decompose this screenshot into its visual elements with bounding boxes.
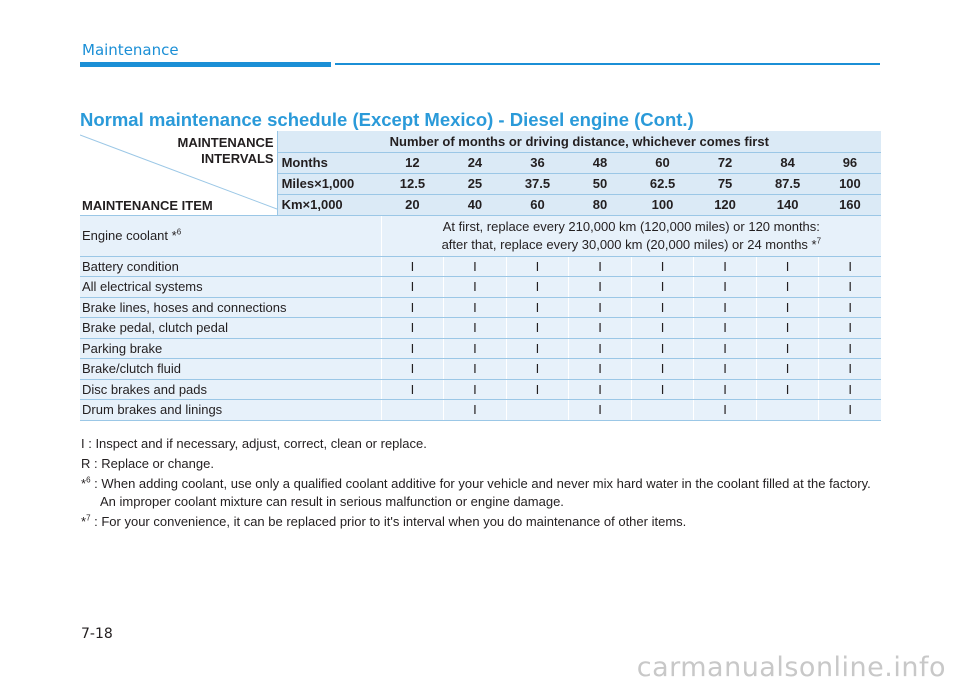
header-value: 12	[381, 152, 444, 173]
note-6: *$^6$ : When adding coolant, use only a qualified coolant additive for your vehicle and never mix hard water in the coolant filled at the factory. An improper coolant mixture can result in serious malfunction or engine damage.	[81, 475, 871, 509]
schedule-cell: I	[694, 359, 757, 380]
schedule-cell: I	[381, 338, 444, 359]
table-row	[80, 359, 881, 380]
schedule-cell: I	[506, 277, 569, 298]
schedule-cell: I	[569, 297, 632, 318]
schedule-cell: I	[506, 379, 569, 400]
schedule-cell: I	[819, 277, 881, 298]
schedule-cell	[631, 400, 694, 421]
header-value: 140	[756, 194, 819, 215]
schedule-cell: I	[631, 297, 694, 318]
table-row	[80, 338, 881, 359]
schedule-cell: I	[444, 277, 507, 298]
schedule-cell: I	[819, 256, 881, 277]
table-row	[80, 256, 881, 277]
schedule-cell: I	[569, 359, 632, 380]
table-row	[80, 318, 881, 339]
schedule-cell: I	[819, 297, 881, 318]
note-inspect: I : Inspect and if necessary, adjust, correct, clean or replace.	[81, 436, 427, 451]
table-row	[80, 400, 881, 421]
table-row-engine-coolant	[80, 215, 881, 256]
combined-header: Number of months or driving distance, whichever comes first	[277, 131, 881, 152]
schedule-cell: I	[756, 277, 819, 298]
schedule-cell: I	[506, 297, 569, 318]
schedule-cell: I	[694, 256, 757, 277]
header-value: 36	[506, 152, 569, 173]
corner-label-intervals: MAINTENANCE INTERVALS	[177, 135, 274, 166]
header-value: 160	[819, 194, 881, 215]
header-label: Months	[277, 152, 381, 173]
table-corner-cell	[80, 131, 277, 215]
schedule-cell: I	[444, 379, 507, 400]
header-value: 20	[381, 194, 444, 215]
schedule-cell: I	[381, 297, 444, 318]
schedule-cell: I	[756, 338, 819, 359]
item-label: Brake/clutch fluid	[80, 359, 381, 380]
schedule-cell: I	[631, 318, 694, 339]
watermark: carmanualsonline.info	[636, 652, 946, 683]
header-value: 48	[569, 152, 632, 173]
schedule-cell: I	[381, 318, 444, 339]
header-value: 72	[694, 152, 757, 173]
header-value: 37.5	[506, 173, 569, 194]
item-label: Parking brake	[80, 338, 381, 359]
schedule-cell: I	[756, 297, 819, 318]
schedule-cell: I	[694, 400, 757, 421]
header-bar	[80, 62, 331, 67]
schedule-cell: I	[569, 338, 632, 359]
header-value: 100	[819, 173, 881, 194]
header-value: 120	[694, 194, 757, 215]
header-value: 87.5	[756, 173, 819, 194]
corner-label-item: MAINTENANCE ITEM	[82, 197, 213, 213]
header-row-combined	[80, 131, 881, 152]
schedule-cell: I	[694, 318, 757, 339]
item-label: Drum brakes and linings	[80, 400, 381, 421]
schedule-cell: I	[569, 400, 632, 421]
schedule-cell: I	[569, 379, 632, 400]
header-value: 80	[569, 194, 632, 215]
schedule-cell: I	[444, 297, 507, 318]
schedule-cell: I	[381, 379, 444, 400]
schedule-cell: I	[569, 277, 632, 298]
header-value: 62.5	[631, 173, 694, 194]
schedule-cell: I	[381, 277, 444, 298]
header-value: 50	[569, 173, 632, 194]
header-value: 25	[444, 173, 507, 194]
schedule-cell: I	[569, 318, 632, 339]
item-label: Brake lines, hoses and connections	[80, 297, 381, 318]
item-label: Brake pedal, clutch pedal	[80, 318, 381, 339]
schedule-cell: I	[381, 359, 444, 380]
note-7: *$^7$ : For your convenience, it can be replaced prior to it's interval when you do maintenance of other items.	[81, 513, 687, 529]
header-rule	[335, 63, 880, 65]
schedule-cell: I	[819, 359, 881, 380]
footnotes	[81, 435, 881, 533]
schedule-cell: I	[819, 338, 881, 359]
header-value: 60	[506, 194, 569, 215]
schedule-cell: I	[381, 256, 444, 277]
maintenance-schedule-table	[80, 131, 881, 421]
table-row	[80, 297, 881, 318]
schedule-cell	[506, 400, 569, 421]
schedule-cell: I	[819, 379, 881, 400]
schedule-cell: I	[631, 338, 694, 359]
schedule-cell: I	[444, 359, 507, 380]
item-label: Disc brakes and pads	[80, 379, 381, 400]
section-title: Maintenance	[82, 41, 179, 59]
schedule-cell: I	[756, 359, 819, 380]
header-value: 100	[631, 194, 694, 215]
schedule-cell: I	[506, 318, 569, 339]
item-label: Battery condition	[80, 256, 381, 277]
schedule-cell: I	[569, 256, 632, 277]
header-value: 96	[819, 152, 881, 173]
item-label: All electrical systems	[80, 277, 381, 298]
schedule-cell: I	[631, 359, 694, 380]
header-value: 84	[756, 152, 819, 173]
table-row	[80, 379, 881, 400]
schedule-cell: I	[819, 400, 881, 421]
schedule-cell: I	[631, 277, 694, 298]
schedule-cell: I	[444, 400, 507, 421]
header-value: 40	[444, 194, 507, 215]
header-value: 24	[444, 152, 507, 173]
schedule-cell: I	[694, 297, 757, 318]
header-label: Miles×1,000	[277, 173, 381, 194]
schedule-cell: I	[819, 318, 881, 339]
note-replace: R : Replace or change.	[81, 456, 214, 471]
schedule-cell: I	[444, 256, 507, 277]
schedule-cell: I	[631, 379, 694, 400]
schedule-cell: I	[694, 277, 757, 298]
page-number: 7-18	[81, 626, 113, 642]
header-value: 60	[631, 152, 694, 173]
schedule-cell	[381, 400, 444, 421]
schedule-cell: I	[506, 359, 569, 380]
schedule-cell: I	[631, 256, 694, 277]
schedule-cell: I	[756, 318, 819, 339]
schedule-cell: I	[444, 338, 507, 359]
table-row	[80, 277, 881, 298]
page-title: Normal maintenance schedule (Except Mexico) - Diesel engine (Cont.)	[80, 109, 694, 130]
schedule-cell: I	[694, 379, 757, 400]
header-value: 75	[694, 173, 757, 194]
schedule-cell: I	[506, 338, 569, 359]
schedule-cell: I	[756, 379, 819, 400]
item-label: Engine coolant *$^6$	[80, 215, 381, 256]
header-value: 12.5	[381, 173, 444, 194]
coolant-interval-text: At first, replace every 210,000 km (120,000 miles) or 120 months: after that, replace every 30,000 km (20,000 miles) or 24 months *$^7$	[381, 215, 881, 256]
schedule-cell: I	[756, 256, 819, 277]
schedule-cell: I	[444, 318, 507, 339]
schedule-cell: I	[506, 256, 569, 277]
schedule-cell	[756, 400, 819, 421]
header-label: Km×1,000	[277, 194, 381, 215]
schedule-cell: I	[694, 338, 757, 359]
